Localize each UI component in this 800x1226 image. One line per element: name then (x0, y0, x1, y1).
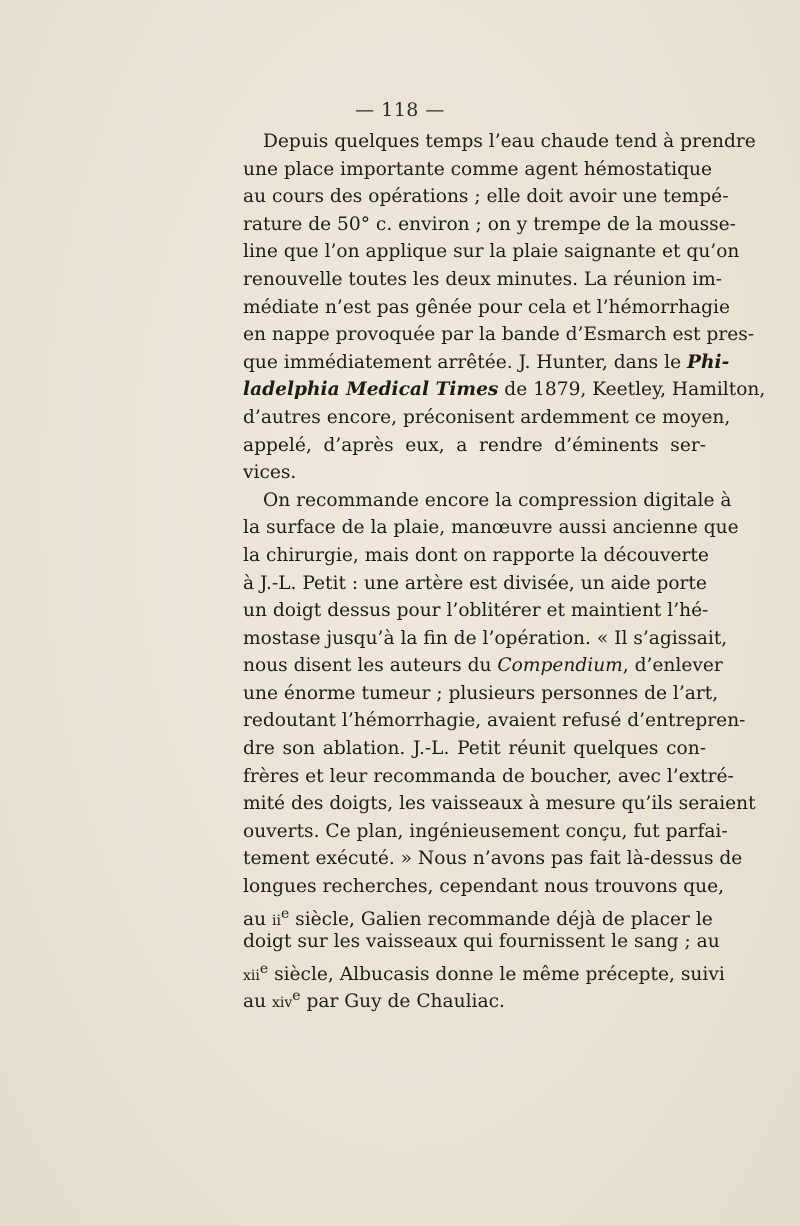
text-fragment: de 1879, Keetley, Hamilton, (498, 379, 766, 401)
text-line: longues recherches, cependant nous trouvons que, (243, 876, 725, 898)
text-line: médiate n’est pas gênée pour cela et l’hémorrhagie (243, 296, 730, 318)
text-fragment: au (243, 908, 272, 930)
roman-numeral: xiv (271, 995, 293, 1012)
text-line (243, 956, 725, 985)
text-line: vices. (243, 462, 297, 484)
text-line: mostase jusqu’à la fin de l’opération. « Il s’agissait, (243, 627, 728, 649)
text-line: en nappe provoquée par la bande d’Esmarch est pres- (243, 324, 755, 346)
text-line (243, 983, 706, 1011)
text-line: line que l’on applique sur la plaie saignante et qu’on (243, 241, 740, 263)
roman-numeral: ii (271, 912, 281, 929)
text-line: mité des doigts, les vaisseaux à mesure qu’ils seraient (243, 793, 756, 815)
text-line: la chirurgie, mais dont on rapporte la découverte (243, 544, 709, 566)
body-text (243, 128, 766, 1013)
text-fragment: que immédiatement arrêtée. J. Hunter, dans le (243, 351, 687, 373)
ordinal-suffix: e (280, 905, 290, 922)
text-line (243, 901, 713, 930)
text-line (243, 349, 730, 377)
text-line: à J.-L. Petit : une artère est divisée, un aide porte (243, 572, 707, 594)
text-fragment: par Guy de Chauliac. (300, 991, 505, 1013)
text-line: au cours des opérations ; elle doit avoir une tempé- (243, 186, 729, 208)
text-line: d’autres encore, préconisent ardemment ce moyen, (243, 406, 731, 428)
text-line: une énorme tumeur ; plusieurs personnes de l’art, (243, 682, 719, 704)
text-line: dre son ablation. J.-L. Petit réunit quelques con- (243, 738, 706, 760)
text-line: Depuis quelques temps l’eau chaude tend à prendre (263, 131, 756, 152)
text-line: un doigt dessus pour l’oblitérer et maintient l’hé- (243, 600, 709, 622)
text-line: tement exécuté. » Nous n’avons pas fait là-dessus de (243, 848, 743, 870)
text-line: appelé, d’après eux, a rendre d’éminents ser- (243, 434, 706, 456)
text-line: ouverts. Ce plan, ingénieusement conçu, fut parfai- (243, 820, 728, 842)
page-number: — 118 — (355, 99, 445, 121)
text-line: doigt sur les vaisseaux qui fournissent le sang ; au (243, 931, 720, 953)
text-fragment: , d’enlever (622, 655, 723, 677)
book-title: Compendium (497, 655, 623, 677)
journal-title-part-1: Phi- (687, 351, 730, 373)
ordinal-suffix: e (259, 960, 269, 977)
text-line (243, 376, 766, 404)
text-line: rature de 50° c. environ ; on y trempe de la mousse- (243, 213, 736, 235)
text-fragment: siècle, Galien recommande déjà de placer le (289, 908, 713, 930)
text-line: une place importante comme agent hémostatique (243, 158, 712, 180)
journal-title-part-2: ladelphia Medical Times (243, 379, 499, 401)
text-line: redoutant l’hémorrhagie, avaient refusé d’entrepren- (243, 710, 746, 732)
text-line (243, 652, 723, 680)
text-fragment: siècle, Albucasis donne le même précepte, suivi (268, 964, 725, 985)
ordinal-suffix: e (292, 988, 301, 1005)
text-line: frères et leur recommanda de boucher, avec l’extré- (243, 765, 734, 787)
text-line: On recommande encore la compression digitale à (263, 489, 732, 511)
text-fragment: nous disent les auteurs du (243, 655, 498, 677)
text-fragment: au (243, 991, 272, 1013)
text-line: la surface de la plaie, manœuvre aussi ancienne que (243, 517, 739, 539)
text-line: renouvelle toutes les deux minutes. La réunion im- (243, 268, 723, 290)
roman-numeral: xii (243, 968, 260, 984)
